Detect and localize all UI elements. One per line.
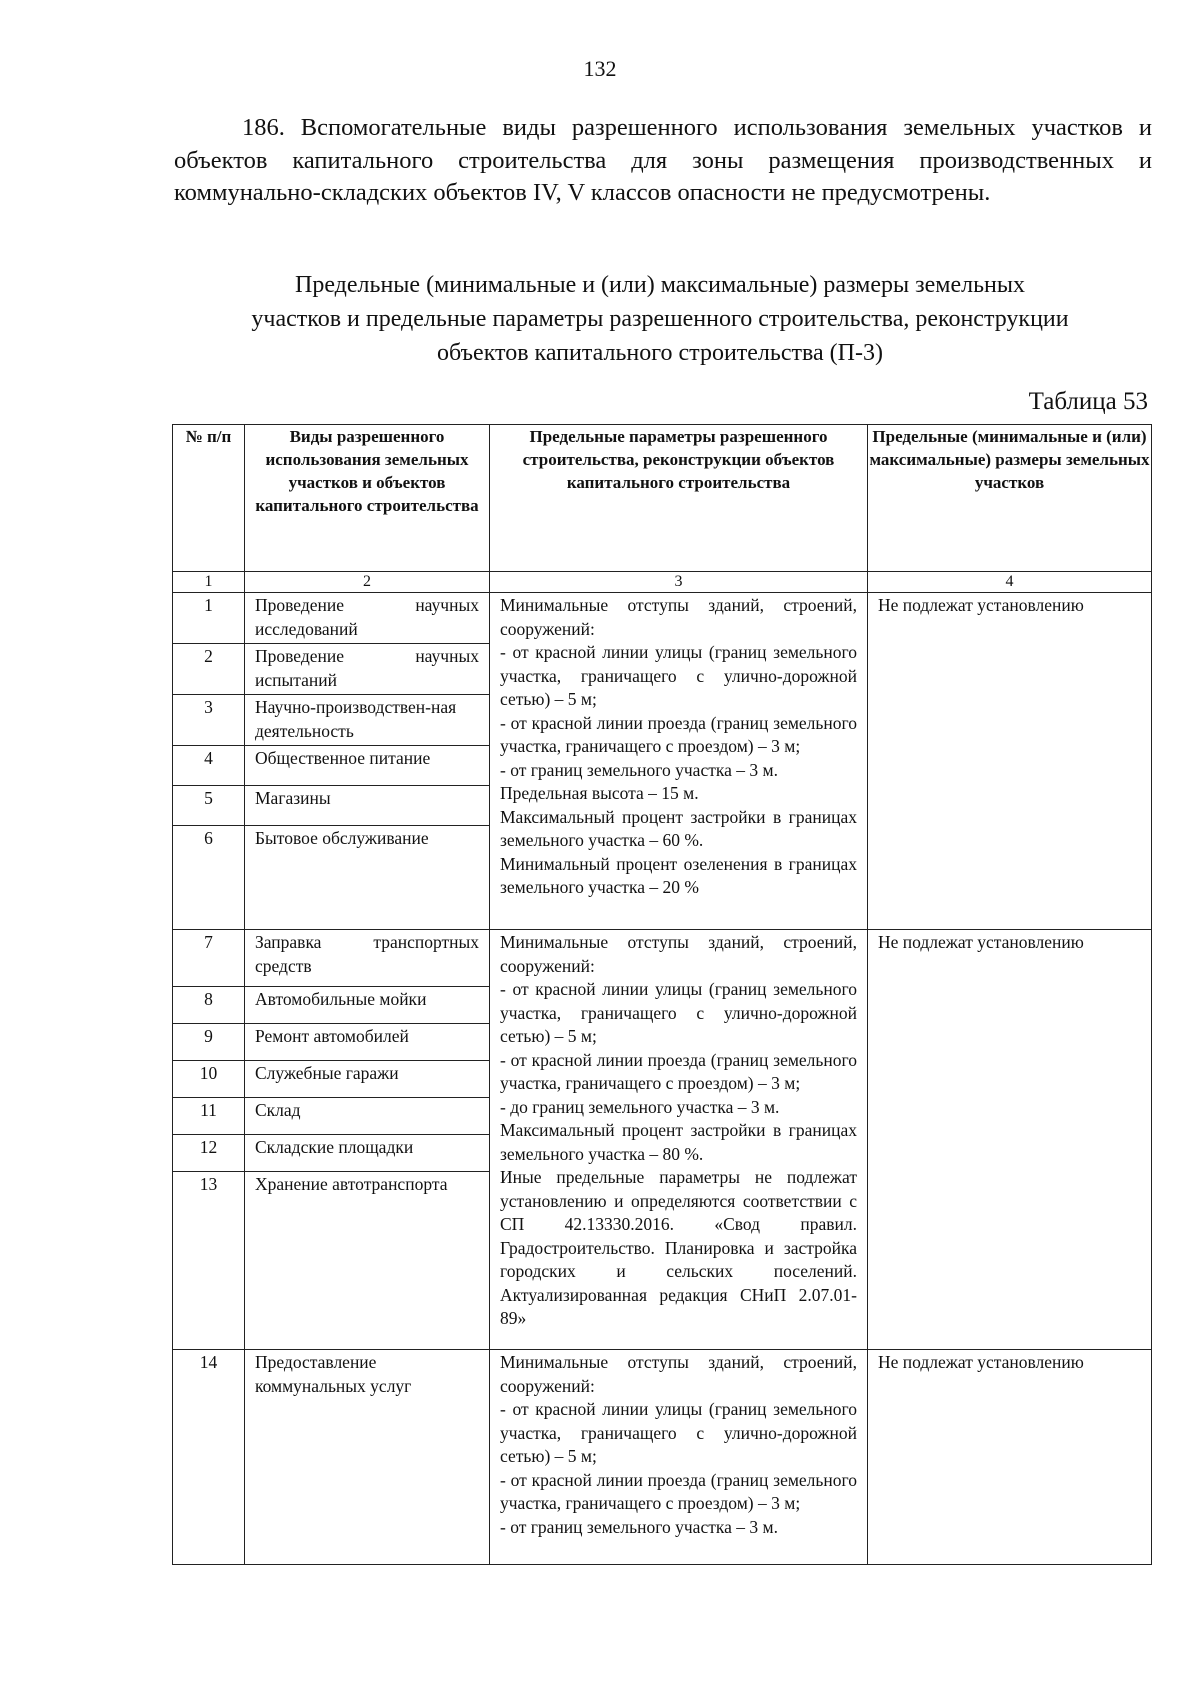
use-type-name: Склад — [245, 1098, 490, 1135]
row-number: 2 — [173, 644, 245, 695]
heading-line-2: участков и предельные параметры разрешенного строительства, реконструкции — [251, 306, 1069, 332]
use-type-name: Заправка транспортных средств — [245, 930, 490, 987]
parameters-cell — [490, 1350, 868, 1565]
column-number: 1 — [173, 572, 245, 593]
row-number: 13 — [173, 1172, 245, 1350]
parameter-line: - от границ земельного участка – 3 м. — [500, 759, 778, 780]
table-row — [173, 593, 1152, 644]
row-number: 7 — [173, 930, 245, 987]
use-type-name: Общественное питание — [245, 746, 490, 786]
parameter-line: - от красной линии проезда (границ земельного участка, граничащего с проездом) – 3 м; — [500, 1469, 857, 1513]
parameter-line: - от границ земельного участка – 3 м. — [500, 1516, 778, 1537]
parameter-line: Максимальный процент застройки в границах земельного участка – 80 %. — [500, 1120, 857, 1164]
row-number: 11 — [173, 1098, 245, 1135]
row-number: 14 — [173, 1350, 245, 1565]
use-type-name: Магазины — [245, 786, 490, 826]
use-type-name: Предоставление коммунальных услуг — [245, 1350, 490, 1565]
parameter-line: - от красной линии проезда (границ земельного участка, граничащего с проездом) – 3 м; — [500, 1049, 857, 1093]
page-number: 132 — [583, 56, 617, 81]
use-type-name: Ремонт автомобилей — [245, 1024, 490, 1061]
table-label: Таблица 53 — [1028, 388, 1148, 415]
heading-line-3: объектов капитального строительства (П-3) — [437, 340, 883, 366]
parameter-line: Минимальные отступы зданий, строений, сооружений: — [500, 932, 857, 976]
row-number: 3 — [173, 695, 245, 746]
use-type-name: Научно-производствен-ная деятельность — [245, 695, 490, 746]
row-number: 10 — [173, 1061, 245, 1098]
parameter-line: Максимальный процент застройки в границах земельного участка – 60 %. — [500, 806, 857, 850]
header-parameters: Предельные параметры разрешенного строительства, реконструкции объектов капитального строительства — [490, 425, 868, 572]
plot-size-limit: Не подлежат установлению — [868, 593, 1152, 930]
row-number: 4 — [173, 746, 245, 786]
header-use-type: Виды разрешенного использования земельных участков и объектов капитального строительства — [245, 425, 490, 572]
parameters-cell — [490, 930, 868, 1350]
parameters-cell — [490, 593, 868, 930]
row-number: 12 — [173, 1135, 245, 1172]
parameter-line: - от красной линии улицы (границ земельного участка, граничащего с улично-дорожной сетью) – 5 м; — [500, 1399, 857, 1466]
parameter-line: - до границ земельного участка – 3 м. — [500, 1096, 780, 1117]
row-number: 5 — [173, 786, 245, 826]
plot-size-limit: Не подлежат установлению — [868, 930, 1152, 1350]
use-type-name: Проведение научных исследований — [245, 593, 490, 644]
parameter-line: - от красной линии проезда (границ земельного участка, граничащего с проездом) – 3 м; — [500, 712, 857, 756]
table-row — [173, 930, 1152, 987]
parameter-line: - от красной линии улицы (границ земельного участка, граничащего с улично-дорожной сетью) – 5 м; — [500, 979, 857, 1046]
parameter-line: Минимальные отступы зданий, строений, сооружений: — [500, 595, 857, 639]
parameter-line: - от красной линии улицы (границ земельного участка, граничащего с улично-дорожной сетью) – 5 м; — [500, 642, 857, 709]
row-number: 1 — [173, 593, 245, 644]
parameter-line: Минимальный процент озеленения в границах земельного участка – 20 % — [500, 853, 857, 897]
parameter-line: Минимальные отступы зданий, строений, сооружений: — [500, 1352, 857, 1396]
use-type-name: Бытовое обслуживание — [245, 826, 490, 930]
column-number-row — [173, 572, 1152, 593]
use-type-name: Автомобильные мойки — [245, 987, 490, 1024]
use-type-name: Служебные гаражи — [245, 1061, 490, 1098]
table-row — [173, 1350, 1152, 1565]
zoning-table — [172, 424, 1152, 1565]
column-number: 3 — [490, 572, 868, 593]
parameter-line: Предельная высота – 15 м. — [500, 783, 699, 803]
column-number: 4 — [868, 572, 1152, 593]
header-number: № п/п — [173, 425, 245, 572]
use-type-name: Проведение научных испытаний — [245, 644, 490, 695]
header-plot-sizes: Предельные (минимальные и (или) максимальные) размеры земельных участков — [868, 425, 1152, 572]
row-number: 9 — [173, 1024, 245, 1061]
paragraph-186: 186. Вспомогательные виды разрешенного использования земельных участков и объектов капитального строительства для зоны размещения производственных и коммунально-складских объектов IV, V классов опасности не предусмотрены. — [174, 114, 1152, 206]
column-number: 2 — [245, 572, 490, 593]
heading-line-1: Предельные (минимальные и (или) максимальные) размеры земельных — [295, 272, 1025, 298]
row-number: 6 — [173, 826, 245, 930]
row-number: 8 — [173, 987, 245, 1024]
use-type-name: Хранение автотранспорта — [245, 1172, 490, 1350]
use-type-name: Складские площадки — [245, 1135, 490, 1172]
table-heading — [160, 268, 1160, 370]
table-header-row — [173, 425, 1152, 572]
parameter-line: Иные предельные параметры не подлежат установлению и определяются соответствии с СП 42.13330.2016. «Свод правил. Градостроительство. Планировка и застройка городских и сельских поселений. Актуализированная редакция СНиП 2.07.01-89» — [500, 1167, 857, 1328]
plot-size-limit: Не подлежат установлению — [868, 1350, 1152, 1565]
